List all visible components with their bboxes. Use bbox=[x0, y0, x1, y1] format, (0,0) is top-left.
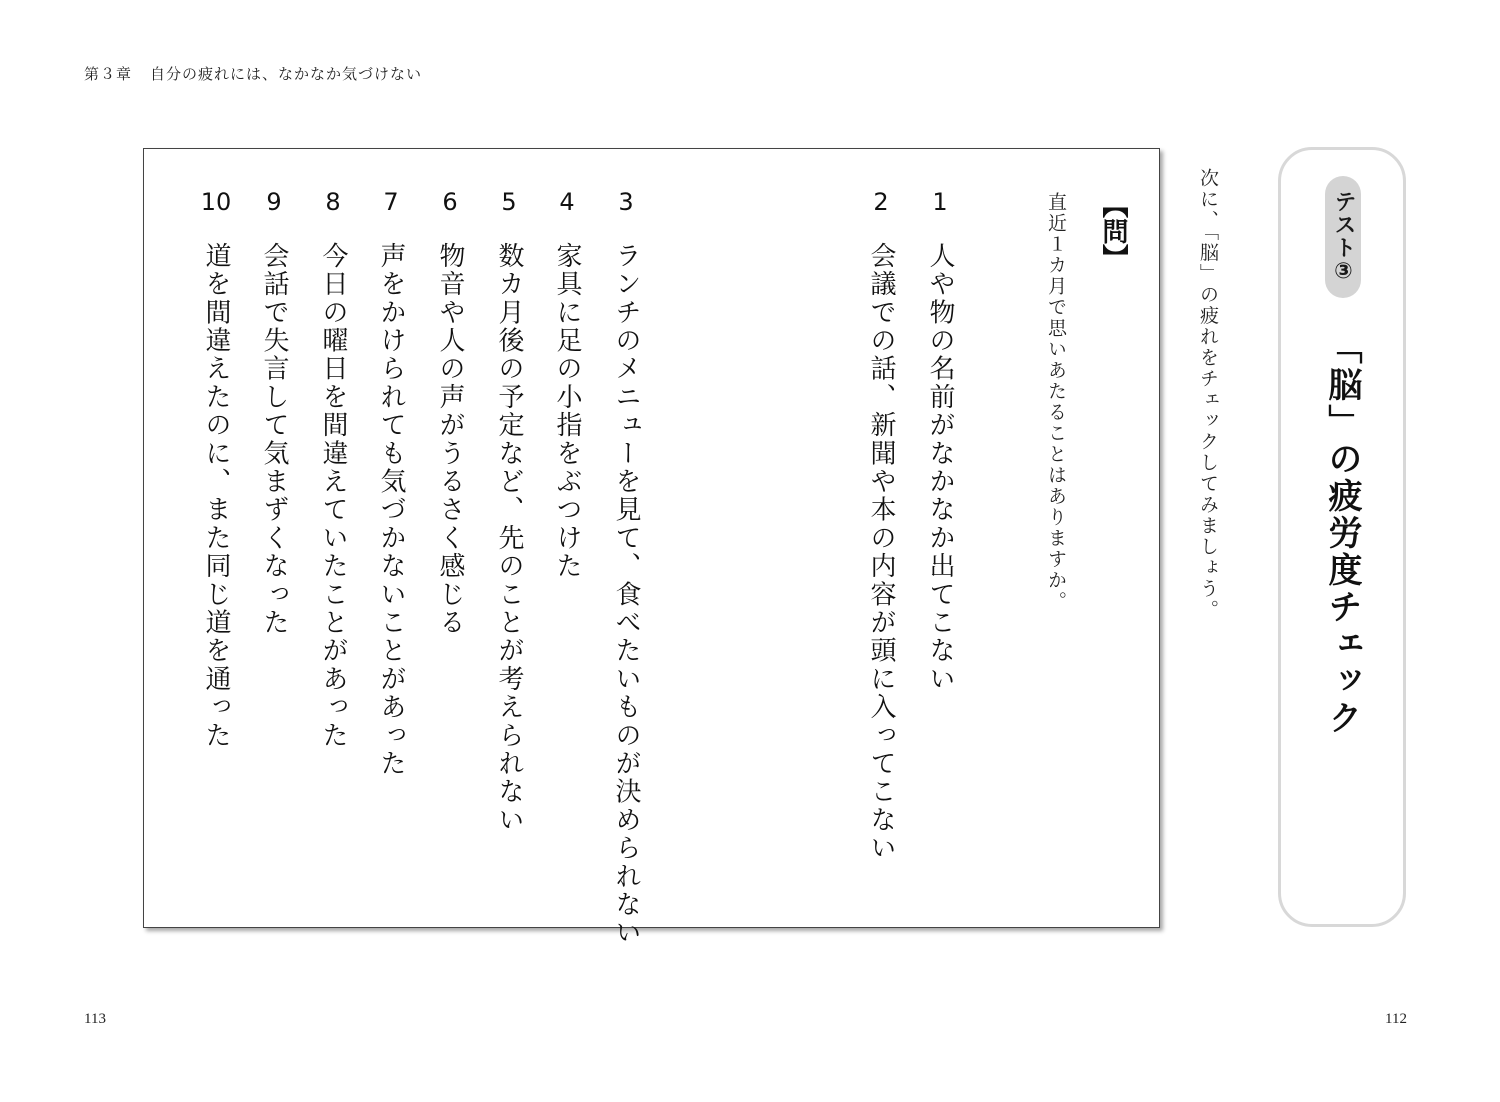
item-text: 数カ月後の予定など、先のことが考えられない bbox=[494, 242, 524, 835]
page-number-left: 113 bbox=[84, 1011, 106, 1027]
item-number: 3 bbox=[618, 188, 634, 216]
item-text: 会話で失言して気まずくなった bbox=[259, 242, 289, 637]
chapter-number: 第３章 bbox=[84, 65, 133, 83]
panel-title: 「脳」の疲労度チェック bbox=[1322, 330, 1362, 737]
chapter-title: 自分の疲れには、なかなか気づけない bbox=[150, 65, 423, 83]
item-text: 道を間違えたのに、また同じ道を通った bbox=[201, 242, 231, 750]
item-number: 1 bbox=[932, 188, 948, 216]
item-number: 10 bbox=[200, 188, 232, 216]
item-text: 声をかけられても気づかないことがあった bbox=[376, 242, 406, 778]
item-number: 7 bbox=[383, 188, 399, 216]
item-number: 8 bbox=[325, 188, 341, 216]
item-number: 2 bbox=[873, 188, 889, 216]
item-text: ランチのメニューを見て、食べたいものが決められない bbox=[611, 242, 641, 947]
page-number-right: 112 bbox=[1385, 1011, 1407, 1027]
item-number: 5 bbox=[501, 188, 517, 216]
intro-text: 次に、「脳」の疲れをチェックしてみましょう。 bbox=[1197, 168, 1219, 621]
item-number: 6 bbox=[442, 188, 458, 216]
item-text: 会議での話、新聞や本の内容が頭に入ってこない bbox=[866, 242, 896, 863]
question-text: 直近１カ月で思いあたることはありますか。 bbox=[1045, 192, 1067, 612]
checklist-box bbox=[143, 148, 1160, 928]
test-badge-label: テスト③ bbox=[1331, 190, 1356, 285]
running-head bbox=[84, 63, 422, 84]
item-number: 4 bbox=[559, 188, 575, 216]
item-number: 9 bbox=[266, 188, 282, 216]
item-text: 今日の曜日を間違えていたことがあった bbox=[318, 242, 348, 750]
item-text: 物音や人の声がうるさく感じる bbox=[435, 242, 465, 637]
item-text: 人や物の名前がなかなか出てこない bbox=[925, 242, 955, 694]
item-text: 家具に足の小指をぶつけた bbox=[552, 242, 582, 581]
question-label: 【問】 bbox=[1098, 192, 1128, 270]
